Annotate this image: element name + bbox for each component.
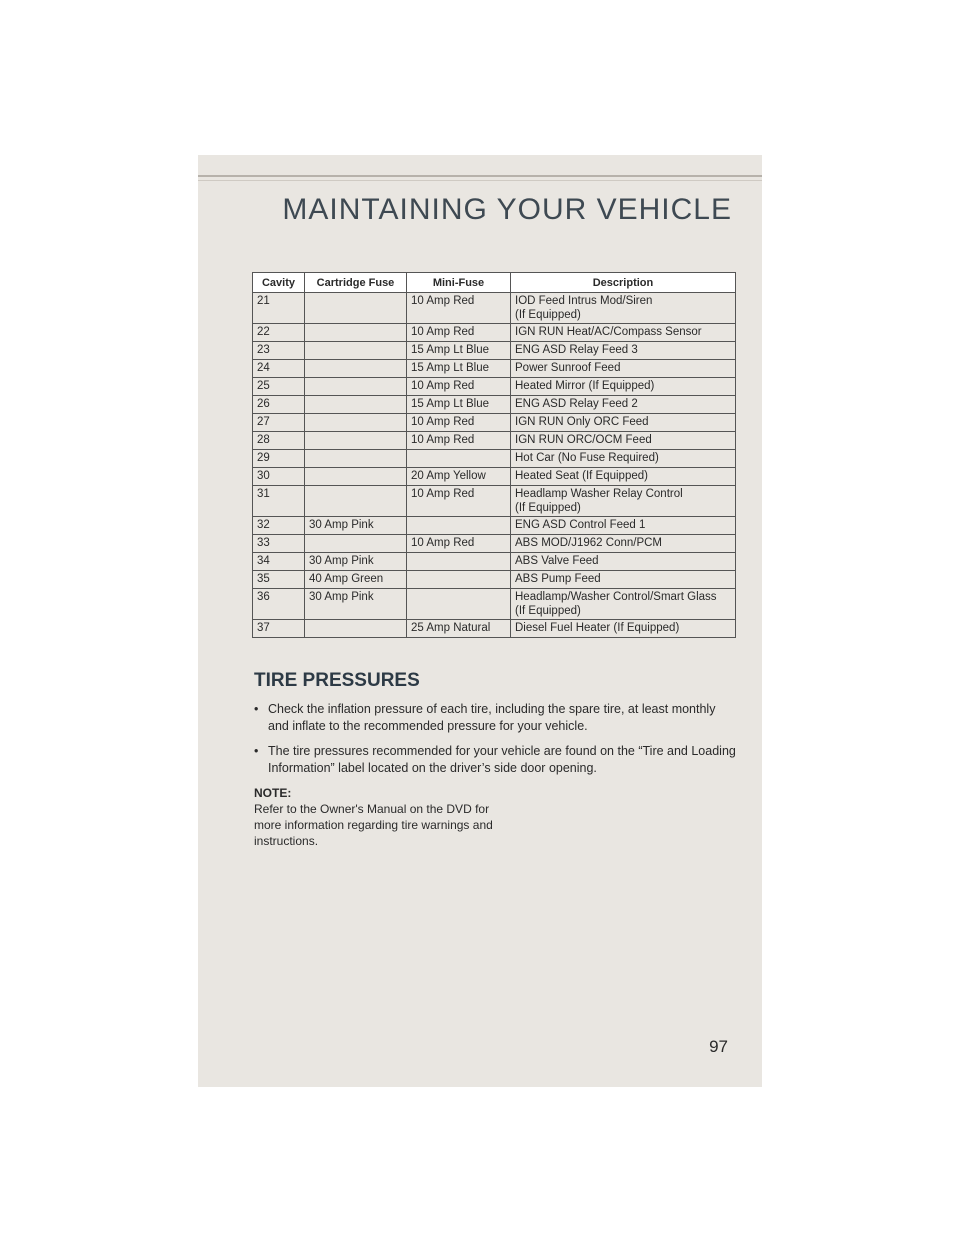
cell-mini-fuse: 10 Amp Red (407, 486, 511, 517)
cell-mini-fuse (407, 450, 511, 468)
note-text: Refer to the Owner's Manual on the DVD for more information regarding tire warnings and instructions. (254, 802, 493, 848)
cell-cartridge-fuse (305, 450, 407, 468)
table-row (253, 535, 736, 553)
cell-mini-fuse: 20 Amp Yellow (407, 468, 511, 486)
manual-page (198, 155, 762, 1087)
table-row (253, 553, 736, 571)
cell-cartridge-fuse (305, 396, 407, 414)
bullet-dot-icon: • (254, 744, 259, 758)
cell-description: IGN RUN Heat/AC/Compass Sensor (511, 324, 736, 342)
cell-mini-fuse: 15 Amp Lt Blue (407, 396, 511, 414)
cell-description: Heated Mirror (If Equipped) (511, 378, 736, 396)
page-number: 97 (709, 1037, 728, 1056)
cell-cartridge-fuse (305, 378, 407, 396)
cell-description: Heated Seat (If Equipped) (511, 468, 736, 486)
cell-cartridge-fuse (305, 293, 407, 324)
fuse-table (252, 272, 736, 638)
table-row (253, 414, 736, 432)
cell-mini-fuse: 15 Amp Lt Blue (407, 360, 511, 378)
column-header-cavity: Cavity (253, 273, 305, 293)
header-rule (198, 175, 762, 177)
cell-description: ABS Pump Feed (511, 571, 736, 589)
cell-mini-fuse: 25 Amp Natural (407, 620, 511, 638)
cell-cartridge-fuse: 40 Amp Green (305, 571, 407, 589)
table-row (253, 396, 736, 414)
cell-cartridge-fuse (305, 324, 407, 342)
fuse-table-header-row (253, 273, 736, 293)
cell-cartridge-fuse: 30 Amp Pink (305, 589, 407, 620)
cell-cavity: 29 (253, 450, 305, 468)
cell-description: ENG ASD Relay Feed 2 (511, 396, 736, 414)
cell-cavity: 36 (253, 589, 305, 620)
list-item (254, 743, 736, 777)
cell-description: Power Sunroof Feed (511, 360, 736, 378)
table-row (253, 432, 736, 450)
cell-description: IOD Feed Intrus Mod/Siren (If Equipped) (511, 293, 736, 324)
table-row (253, 324, 736, 342)
cell-cavity: 30 (253, 468, 305, 486)
cell-cartridge-fuse: 30 Amp Pink (305, 553, 407, 571)
header-rule-thin (198, 180, 762, 181)
cell-cartridge-fuse (305, 360, 407, 378)
cell-description: Diesel Fuel Heater (If Equipped) (511, 620, 736, 638)
cell-mini-fuse: 10 Amp Red (407, 535, 511, 553)
tire-bullet-list (254, 701, 736, 785)
cell-cartridge-fuse (305, 535, 407, 553)
column-header-cartridge-fuse: Cartridge Fuse (305, 273, 407, 293)
table-row (253, 293, 736, 324)
table-row (253, 342, 736, 360)
cell-cavity: 22 (253, 324, 305, 342)
bullet-text: Check the inflation pressure of each tire, including the spare tire, at least monthly and inflate to the recommended pressure for your vehicle. (268, 702, 716, 733)
section-title: MAINTAINING YOUR VEHICLE (282, 193, 732, 226)
cell-cavity: 27 (253, 414, 305, 432)
cell-mini-fuse (407, 589, 511, 620)
cell-mini-fuse (407, 571, 511, 589)
cell-description: ENG ASD Relay Feed 3 (511, 342, 736, 360)
cell-mini-fuse: 10 Amp Red (407, 414, 511, 432)
cell-description: ABS MOD/J1962 Conn/PCM (511, 535, 736, 553)
table-row (253, 620, 736, 638)
cell-cavity: 35 (253, 571, 305, 589)
cell-description: IGN RUN Only ORC Feed (511, 414, 736, 432)
cell-cartridge-fuse (305, 342, 407, 360)
cell-cavity: 31 (253, 486, 305, 517)
cell-description: IGN RUN ORC/OCM Feed (511, 432, 736, 450)
cell-mini-fuse: 15 Amp Lt Blue (407, 342, 511, 360)
cell-description: Hot Car (No Fuse Required) (511, 450, 736, 468)
cell-mini-fuse (407, 553, 511, 571)
cell-cavity: 24 (253, 360, 305, 378)
cell-cavity: 26 (253, 396, 305, 414)
cell-description: Headlamp Washer Relay Control (If Equipped) (511, 486, 736, 517)
table-row (253, 450, 736, 468)
table-row (253, 468, 736, 486)
cell-cartridge-fuse (305, 468, 407, 486)
cell-cavity: 25 (253, 378, 305, 396)
cell-mini-fuse: 10 Amp Red (407, 432, 511, 450)
cell-cartridge-fuse (305, 486, 407, 517)
table-row (253, 571, 736, 589)
list-item (254, 701, 736, 735)
cell-cavity: 23 (253, 342, 305, 360)
cell-cartridge-fuse (305, 414, 407, 432)
cell-description: Headlamp/Washer Control/Smart Glass (If Equipped) (511, 589, 736, 620)
cell-mini-fuse (407, 517, 511, 535)
cell-mini-fuse: 10 Amp Red (407, 293, 511, 324)
table-row (253, 589, 736, 620)
table-row (253, 517, 736, 535)
table-row (253, 360, 736, 378)
column-header-mini-fuse: Mini-Fuse (407, 273, 511, 293)
note-label: NOTE: (254, 786, 292, 800)
tire-pressures-heading: TIRE PRESSURES (254, 670, 420, 691)
note-block (254, 785, 494, 849)
cell-cavity: 37 (253, 620, 305, 638)
cell-description: ABS Valve Feed (511, 553, 736, 571)
cell-mini-fuse: 10 Amp Red (407, 378, 511, 396)
table-row (253, 378, 736, 396)
cell-cavity: 34 (253, 553, 305, 571)
table-row (253, 486, 736, 517)
bullet-dot-icon: • (254, 702, 259, 716)
column-header-description: Description (511, 273, 736, 293)
cell-cavity: 21 (253, 293, 305, 324)
cell-cartridge-fuse: 30 Amp Pink (305, 517, 407, 535)
cell-mini-fuse: 10 Amp Red (407, 324, 511, 342)
cell-cavity: 33 (253, 535, 305, 553)
bullet-text: The tire pressures recommended for your vehicle are found on the “Tire and Loading Information” label located on the driver’s side door opening. (268, 744, 736, 775)
cell-cavity: 32 (253, 517, 305, 535)
cell-cartridge-fuse (305, 432, 407, 450)
cell-cartridge-fuse (305, 620, 407, 638)
cell-cavity: 28 (253, 432, 305, 450)
fuse-table-body (253, 293, 736, 638)
cell-description: ENG ASD Control Feed 1 (511, 517, 736, 535)
